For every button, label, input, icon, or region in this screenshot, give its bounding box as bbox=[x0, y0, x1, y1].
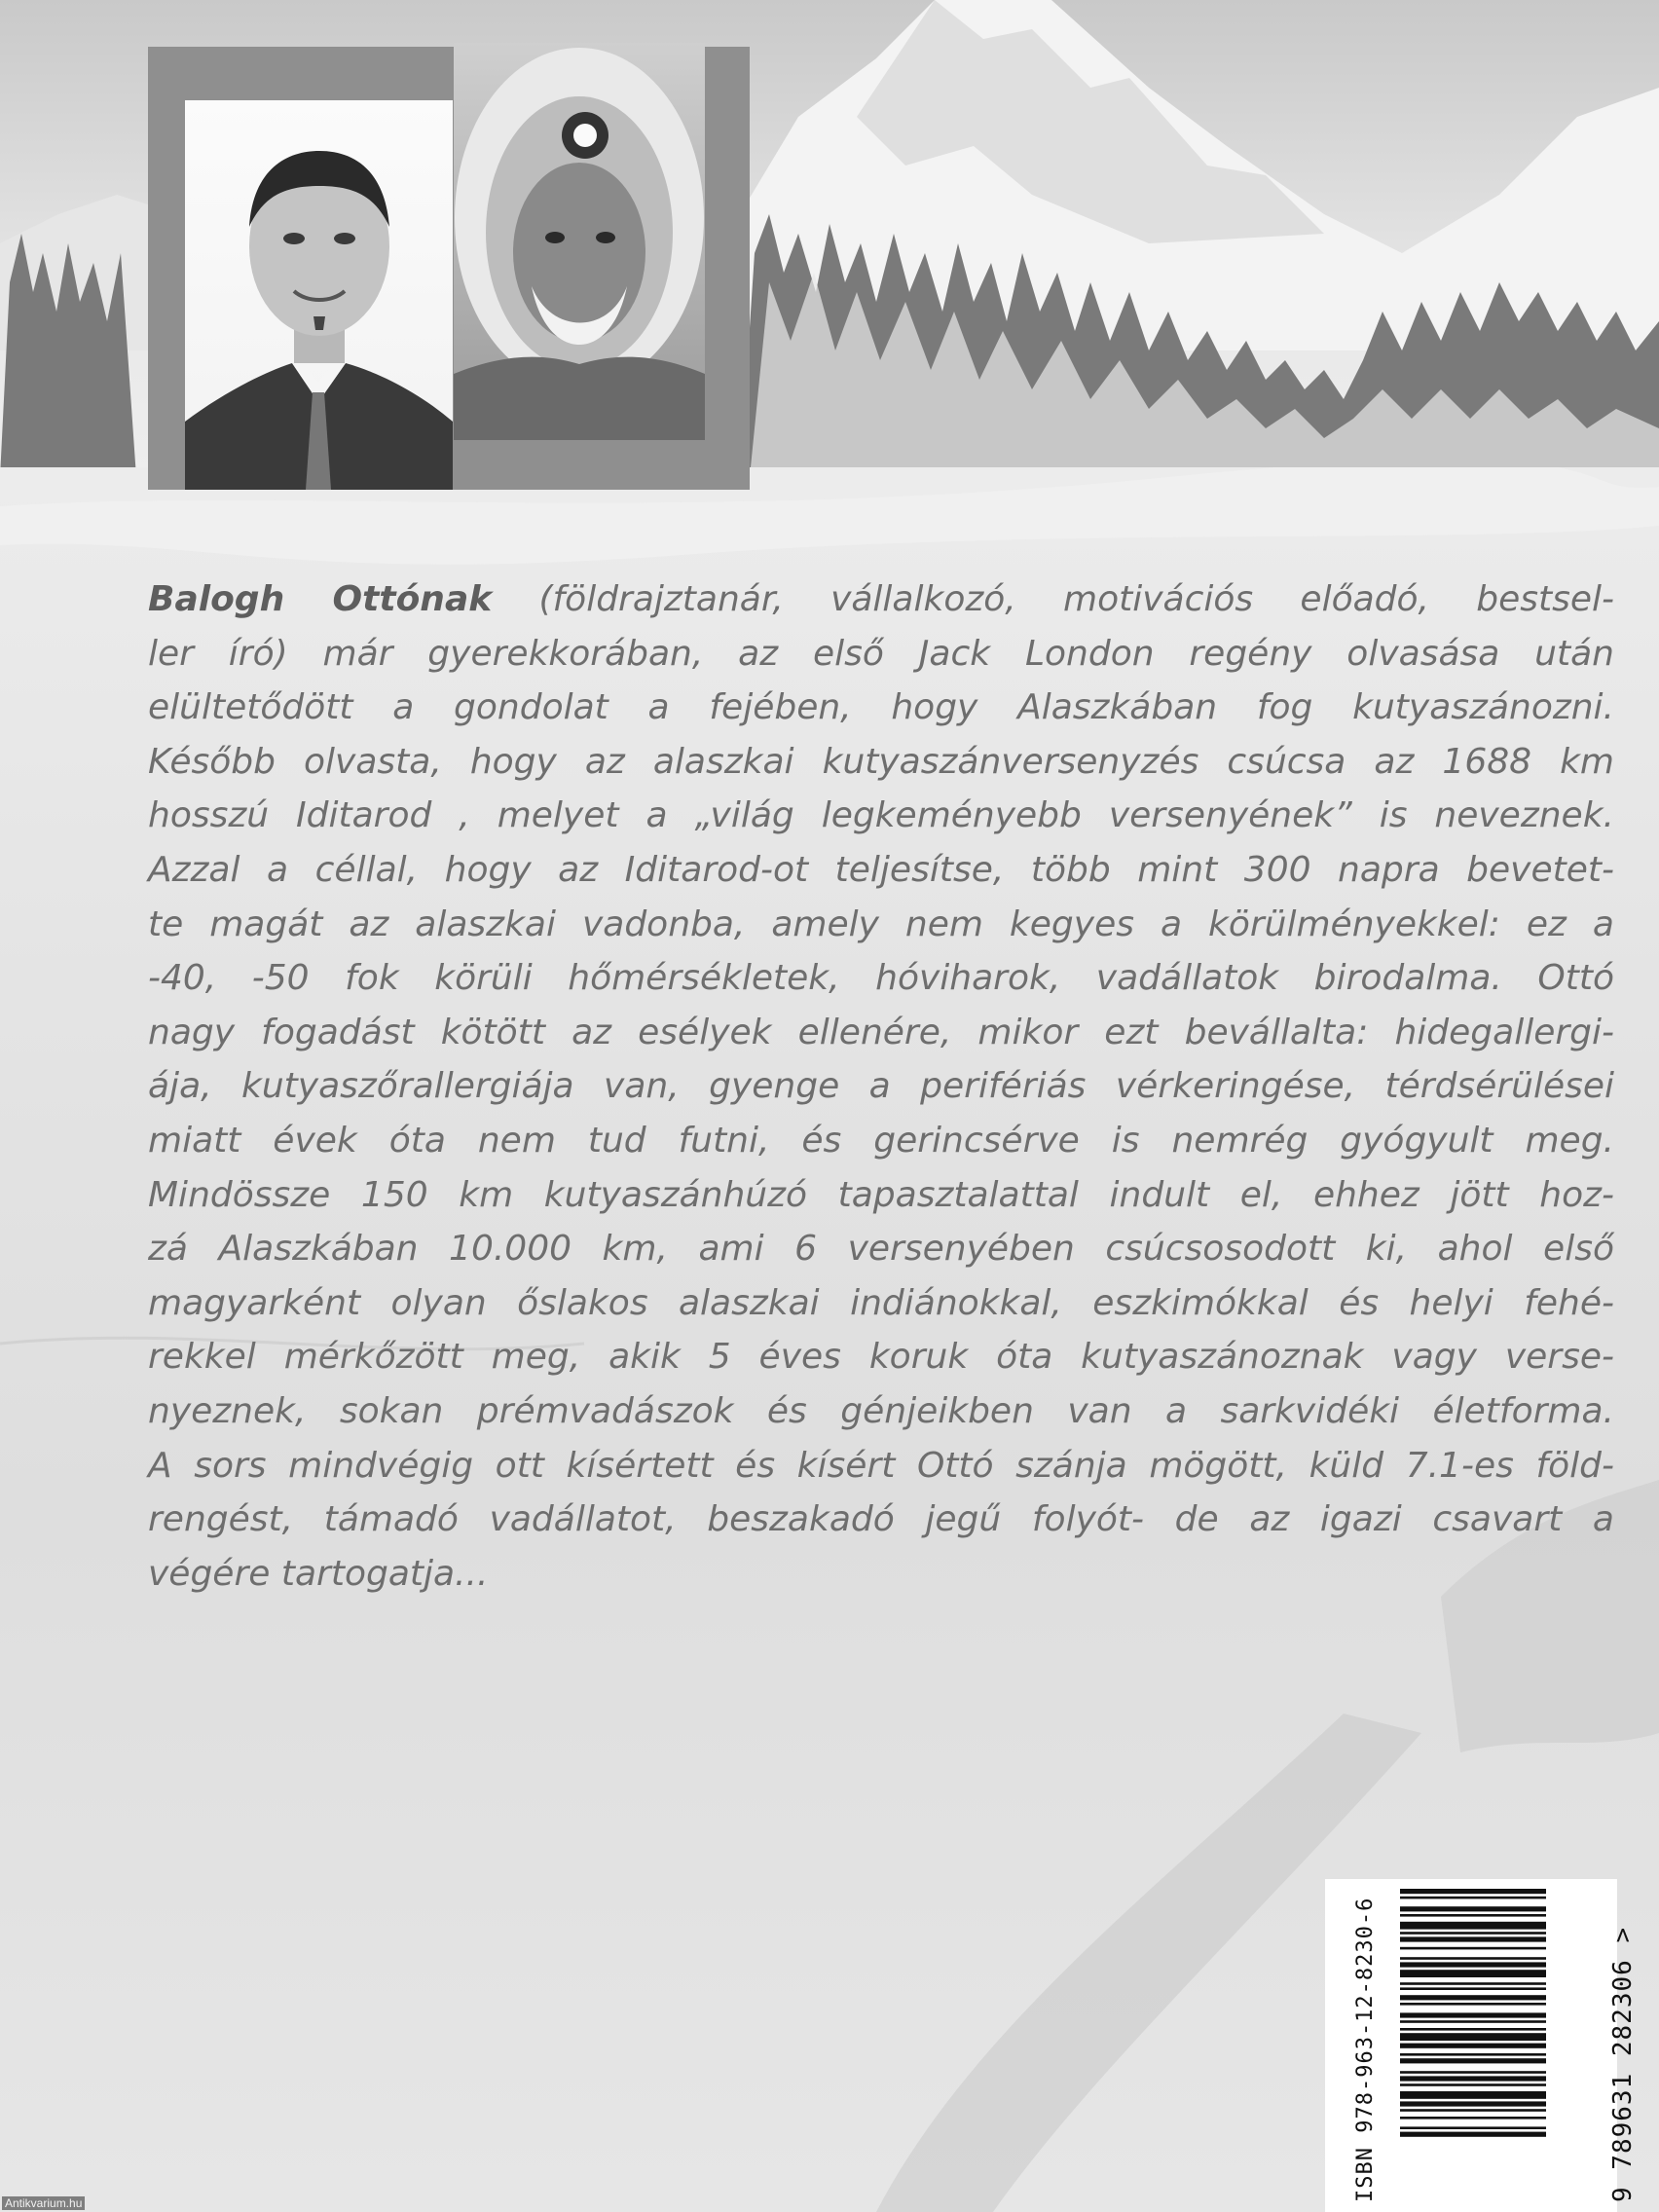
watermark: Antikvarium.hu bbox=[2, 2196, 85, 2210]
blurb-line: rekkel mérkőzött meg, akik 5 éves koruk óta kutyaszánoznak vagy verse- bbox=[148, 1337, 1614, 1378]
blurb-line: elültetődött a gondolat a fejében, hogy Alaszkában fog kutyaszánozni. bbox=[148, 687, 1614, 728]
blurb-line: nagy fogadást kötött az esélyek ellenére, mikor ezt bevállalta: hidegallergi- bbox=[148, 1012, 1614, 1052]
ean-arrow: > bbox=[1608, 1926, 1638, 1943]
blurb-line: Mindössze 150 km kutyaszánhúzó tapasztalattal indult el, ehhez jött hoz- bbox=[148, 1174, 1614, 1215]
blurb-line: Később olvasta, hogy az alaszkai kutyaszánversenyzés csúcsa az 1688 km bbox=[148, 741, 1614, 782]
blurb-line: ler író) már gyerekkorában, az első Jack London regény olvasása után bbox=[148, 633, 1614, 674]
blurb-line: miatt évek óta nem tud futni, és gerincsérve is nemrég gyógyult meg. bbox=[148, 1120, 1614, 1161]
blurb-line bbox=[148, 572, 1614, 627]
blurb-line: ája, kutyaszőrallergiája van, gyenge a perifériás vérkeringése, térdsérülései bbox=[148, 1066, 1614, 1107]
blurb-line: A sors mindvégig ott kísértett és kísért Ottó szánja mögött, küld 7.1-es föld- bbox=[148, 1445, 1614, 1486]
blurb-line-text: (földrajztanár, vállalkozó, motivációs előadó, bestsel- bbox=[492, 579, 1615, 619]
blurb-line: nyeznek, sokan prémvadászok és génjeikben van a sarkvidéki életforma. bbox=[148, 1390, 1614, 1431]
blurb-line: hosszú Iditarod , melyet a „világ legkeményebb versenyének” is neveznek. bbox=[148, 795, 1614, 836]
ean-digits-text: 9 789631 282306 bbox=[1608, 1959, 1638, 2202]
blurb-line: -40, -50 fok körüli hőmérsékletek, hóviharok, vadállatok birodalma. Ottó bbox=[148, 958, 1614, 999]
blurb-line: végére tartogatja... bbox=[148, 1553, 489, 1594]
ean-barcode-icon bbox=[1400, 1889, 1546, 2212]
book-description bbox=[148, 572, 1614, 1601]
explorer-fur-hood-photo bbox=[454, 43, 705, 440]
author-name: Balogh Ottónak bbox=[148, 579, 493, 619]
isbn-number: ISBN 978-963-12-8230-6 bbox=[1353, 1897, 1378, 2202]
blurb-line: Azzal a céllal, hogy az Iditarod-ot teljesítse, több mint 300 napra bevetet- bbox=[148, 849, 1614, 890]
blurb-line: zá Alaszkában 10.000 km, ami 6 versenyében csúcsosodott ki, ahol első bbox=[148, 1229, 1614, 1270]
man-in-suit-icon bbox=[185, 100, 453, 490]
ean-digits bbox=[1608, 1927, 1638, 2202]
fur-hood-explorer-icon bbox=[454, 43, 705, 440]
blurb-line: te magát az alaszkai vadonba, amely nem kegyes a körülményekkel: ez a bbox=[148, 903, 1614, 944]
author-portrait-photo bbox=[185, 100, 453, 490]
blurb-line: magyarként olyan őslakos alaszkai indiánokkal, eszkimókkal és helyi fehé- bbox=[148, 1282, 1614, 1323]
blurb-line: rengést, támadó vadállatot, beszakadó jegű folyót- de az igazi csavart a bbox=[148, 1499, 1614, 1540]
